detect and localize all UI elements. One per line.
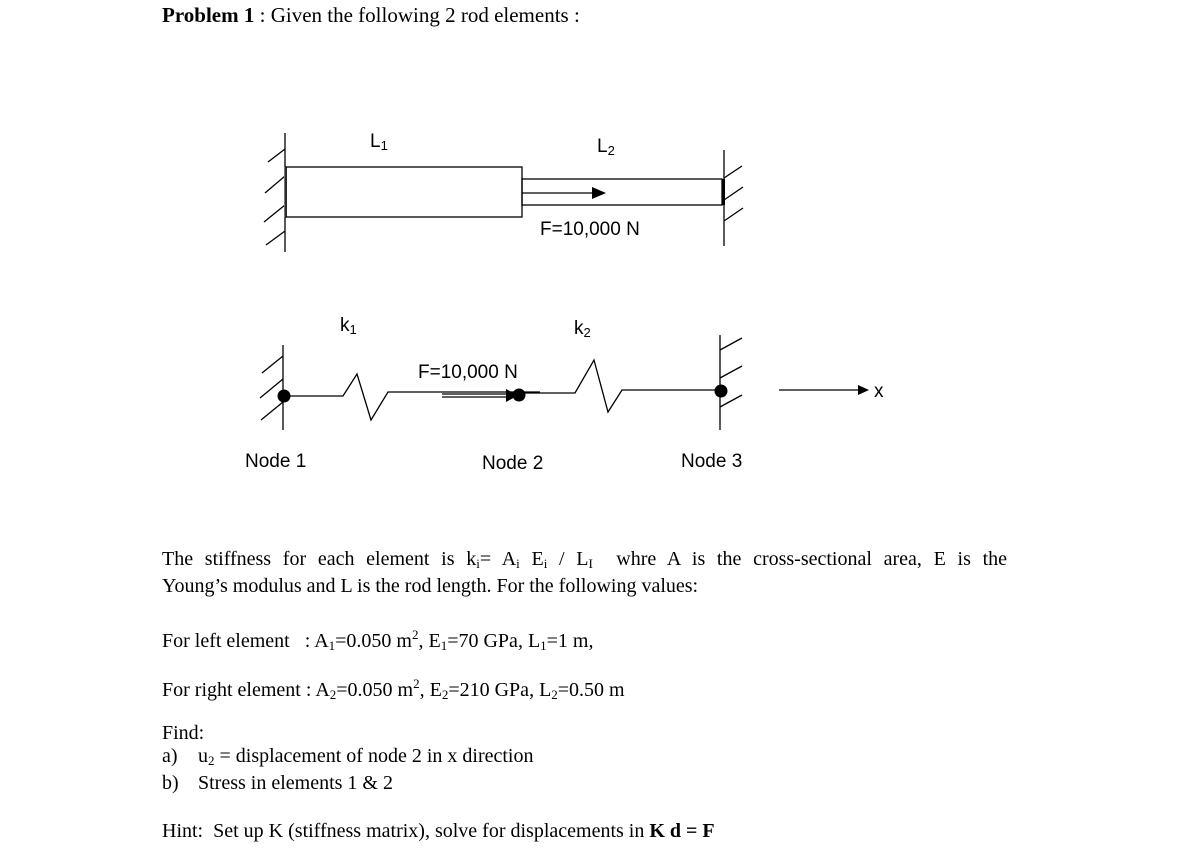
- spring-force-label: F=10,000 N: [418, 362, 518, 383]
- force-arrow-icon: [522, 187, 606, 199]
- find-item-b: b) Stress in elements 1 & 2: [162, 772, 393, 794]
- node3-wall-support-icon: [720, 335, 742, 430]
- node-label-1: Node 1: [245, 451, 307, 472]
- stiffness-description: [162, 548, 1007, 598]
- find-item-a: a) $u_2$ = displacement of node 2 in x direction: [162, 745, 534, 768]
- hint: Hint: Set up K (stiffness matrix), solve for displacements in K d = F: [162, 820, 715, 842]
- left-element-values: For left element : $A_1=0.050$ $m^2$, $E_1=70$ GPa, $L_1=1$ m,: [162, 627, 594, 653]
- rod-element-1: [286, 167, 522, 217]
- description-line-2: Young’s modulus and L is the rod length. For the following values:: [162, 575, 699, 597]
- spring-diagram: [260, 335, 869, 430]
- hint-equation: K d = F: [649, 820, 715, 842]
- find-section: [162, 722, 533, 795]
- problem-separator: :: [254, 3, 271, 27]
- rod-element-2: [522, 179, 722, 205]
- node1-wall-support-icon: [260, 345, 283, 430]
- node-1-point: [278, 390, 291, 403]
- node-3-point: [715, 385, 728, 398]
- rod-force-label: F=10,000 N: [540, 219, 640, 240]
- find-heading: Find:: [162, 722, 205, 744]
- right-wall-support-icon: [722, 150, 743, 246]
- spring-2-icon: [519, 360, 720, 412]
- right-element-values: For right element : $A_2=0.050$ $m^2$, $E_2=210$ GPa, $L_2=0.50$ m: [162, 676, 625, 702]
- node-label-2: Node 2: [482, 453, 544, 474]
- length-label-1: L1: [370, 131, 388, 153]
- rod-diagram: [264, 133, 743, 252]
- spring-force-arrow-icon: [442, 389, 518, 402]
- stiffness-label-1: k1: [340, 315, 357, 337]
- node-label-3: Node 3: [681, 451, 743, 472]
- node-2-point: [513, 389, 526, 402]
- description-line-1: The stiffness for each element is $k_i= A_i$ $E_i / L_I$ whre A is the cross-sectional area, E is the: [162, 548, 1008, 571]
- length-label-2: L2: [597, 136, 615, 158]
- problem-statement: Given the following 2 rod elements :: [270, 3, 580, 27]
- x-axis-arrow-icon: [779, 385, 869, 395]
- stiffness-label-2: k2: [574, 318, 591, 340]
- left-wall-support-icon: [264, 133, 287, 252]
- problem-label: Problem 1: [162, 3, 255, 27]
- x-axis-label: x: [874, 381, 884, 402]
